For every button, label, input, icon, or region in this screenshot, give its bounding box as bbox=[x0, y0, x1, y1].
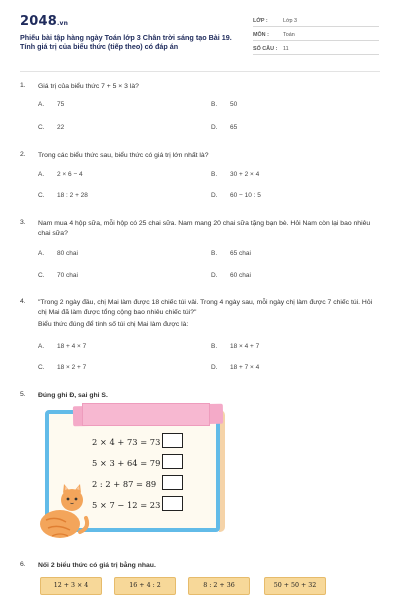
answer-box-4[interactable] bbox=[162, 496, 183, 511]
document-header bbox=[0, 0, 400, 70]
meta-class-row: LỚP : Lớp 3 bbox=[253, 15, 379, 27]
match-card-3[interactable]: 8 : 2 + 36 bbox=[188, 577, 250, 595]
equation-4: 5 × 7 − 12 = 23 bbox=[92, 500, 161, 510]
meta-count-row: SỐ CÂU : 11 bbox=[253, 43, 379, 55]
answer-box-1[interactable] bbox=[162, 433, 183, 448]
question-stem: Nối 2 biểu thức có giá trị bằng nhau. bbox=[38, 562, 156, 569]
question-stem: Đúng ghi Đ, sai ghi S. bbox=[38, 392, 108, 399]
site-logo[interactable]: 2048.vn bbox=[20, 14, 69, 29]
document-title: Phiếu bài tập hàng ngày Toán lớp 3 Chân trời sáng tạo Bài 19. Tính giá trị của biểu thức (tiếp theo) có đáp án bbox=[20, 33, 232, 52]
question-stem: Trong các biểu thức sau, biểu thức có giá trị lớn nhất là? bbox=[38, 152, 209, 159]
question-stem: Nam mua 4 hộp sữa, mỗi hộp có 25 chai sữa. Nam mang 20 chai sữa tặng bạn bè. Hỏi Nam còn lại bao nhiêu chai sữa? bbox=[38, 220, 371, 237]
equation-2: 5 × 3 + 64 = 79 bbox=[92, 458, 161, 468]
header-divider bbox=[20, 71, 380, 72]
banner bbox=[82, 403, 210, 426]
equation-1: 2 × 4 + 73 = 73 bbox=[92, 437, 161, 447]
match-card-2[interactable]: 16 + 4 : 2 bbox=[114, 577, 176, 595]
question-stem: "Trong 2 ngày đầu, chị Mai làm được 18 chiếc túi vải. Trong 4 ngày sau, mỗi ngày chị làm được 7 chiếc túi. Hỏi chị Mai đã làm được tổng cộng bao nhiêu chiếc túi?" bbox=[38, 299, 373, 316]
question-stem: Giá trị của biểu thức 7 + 5 × 3 là? bbox=[38, 83, 139, 90]
answer-box-3[interactable] bbox=[162, 475, 183, 490]
cat-icon bbox=[36, 484, 90, 540]
match-card-4[interactable]: 50 + 50 + 32 bbox=[264, 577, 326, 595]
equation-3: 2 : 2 + 87 = 89 bbox=[92, 479, 157, 489]
match-card-1[interactable]: 12 + 3 × 4 bbox=[40, 577, 102, 595]
match-cards bbox=[0, 577, 400, 597]
answer-box-2[interactable] bbox=[162, 454, 183, 469]
meta-subject-row: MÔN : Toán bbox=[253, 29, 379, 41]
